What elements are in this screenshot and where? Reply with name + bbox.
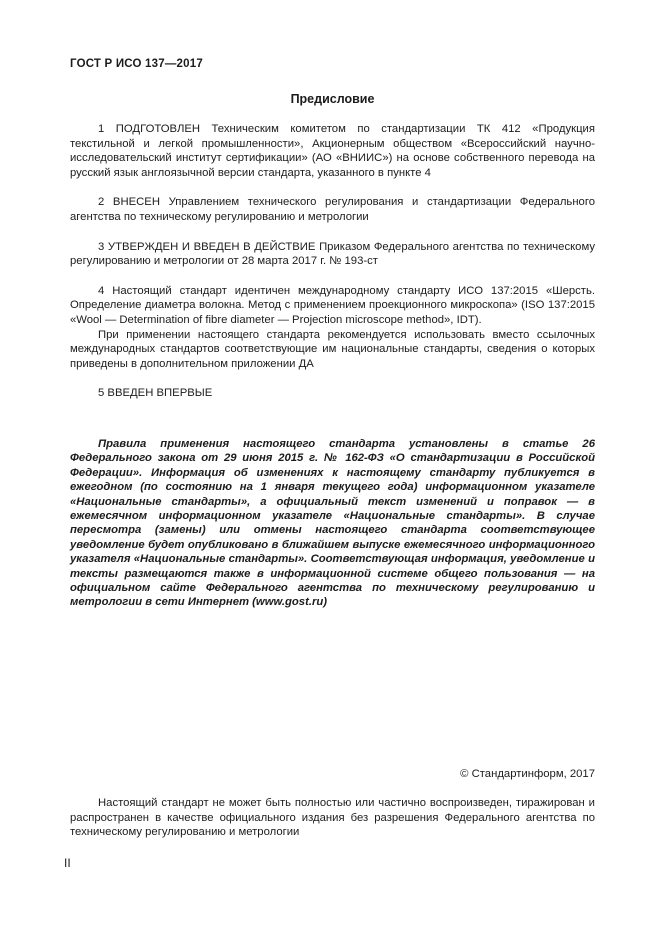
copyright-notice: © Стандартинформ, 2017 bbox=[460, 768, 595, 780]
application-rules-note: Правила применения настоящего стандарта установлены в статье 26 Федерального закона от 29 июня 2015 г. № 162-ФЗ «О стандартизации в Российской Федерации». Информация об изменениях к настоящему стандарту публикуется в ежегодном (по состоянию на 1 января текущего года) информационном указателе «Национальные стандарты», а официальный текст изменений и поправок — в ежемесячном информационном указателе «Национальные стандарты». В случае пересмотра (замены) или отмены настоящего стандарта соответствующее уведомление будет опубликовано в ближайшем выпуске ежемесячного информационного указателя «Национальные стандарты». Соответствующая информация, уведомление и тексты размещаются также в информационной системе общего пользования — на официальном сайте Федерального агентства по техническому регулированию и метрологии в сети Интернет (www.gost.ru) bbox=[70, 437, 595, 609]
clause-1-prepared: 1 ПОДГОТОВЛЕН Техническим комитетом по стандартизации ТК 412 «Продукция текстильной и легкой промышленности», Акционерным обществом «Всероссийский научно-исследовательский институт сертификации» (АО «ВНИИС») на основе собственного перевода на русский язык англоязычной версии стандарта, указанного в пункте 4 bbox=[70, 123, 595, 179]
page-number: II bbox=[64, 856, 71, 870]
clause-2-submitted: 2 ВНЕСЕН Управлением технического регулирования и стандартизации Федерального агентства по техническому регулированию и метрологии bbox=[70, 196, 595, 223]
clause-3-approved: 3 УТВЕРЖДЕН И ВВЕДЕН В ДЕЙСТВИЕ Приказом Федерального агентства по техническому регулированию и метрологии от 28 марта 2017 г. № 193-ст bbox=[70, 240, 595, 268]
clause-4-identity: 4 Настоящий стандарт идентичен международному стандарту ИСО 137:2015 «Шерсть. Определение диаметра волокна. Метод с применением проекционного микроскопа» (ISO 137:2015 «Wool — Determination of fibre diameter — Projection microscope method», IDT). bbox=[70, 284, 595, 326]
clause-5-first-edition: 5 ВВЕДЕН ВПЕРВЫЕ bbox=[98, 387, 213, 400]
doc-number: ГОСТ Р ИСО 137—2017 bbox=[70, 58, 203, 70]
clause-4-application-note: При применении настоящего стандарта рекомендуется использовать вместо ссылочных международных стандартов соответствующие им национальные стандарты, сведения о которых приведены в дополнительном приложении ДА bbox=[70, 328, 595, 370]
page-title: Предисловие bbox=[290, 92, 375, 106]
reproduction-notice: Настоящий стандарт не может быть полностью или частично воспроизведен, тиражирован и распространен в качестве официального издания без разрешения Федерального агентства по техническому регулированию и метрологии bbox=[70, 797, 595, 839]
